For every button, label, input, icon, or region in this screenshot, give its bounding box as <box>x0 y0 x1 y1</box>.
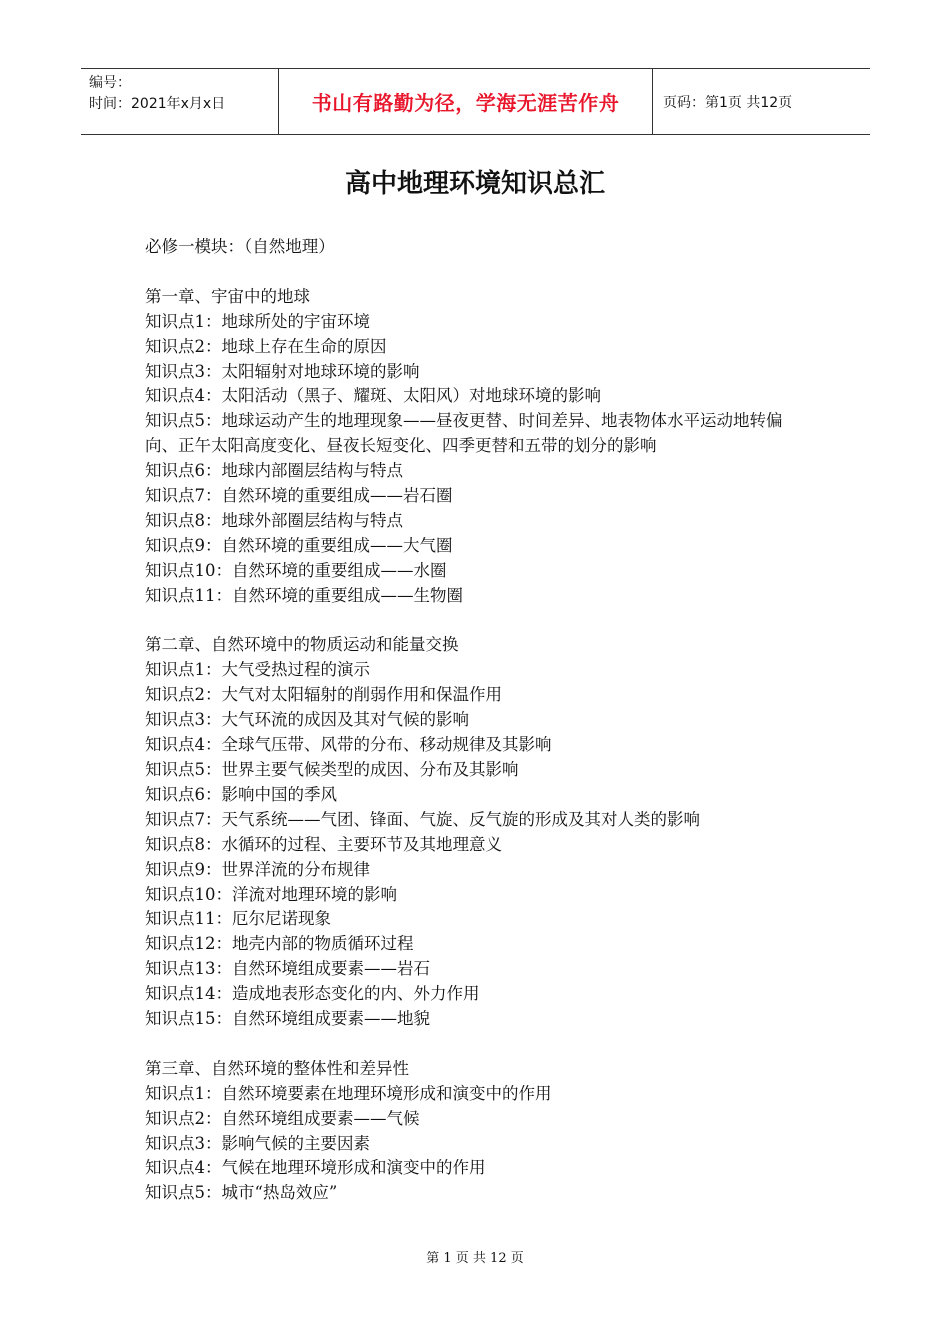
module-label: 必修一模块：（自然地理） <box>145 237 335 256</box>
knowledge-point: 知识点6：地球内部圈层结构与特点 <box>145 461 403 481</box>
knowledge-point: 知识点2：地球上存在生命的原因 <box>145 336 387 356</box>
knowledge-point: 知识点12：地壳内部的物质循环过程 <box>145 934 414 954</box>
page-footer: 第 1 页 共 12 页 <box>426 1251 524 1266</box>
knowledge-point: 知识点8：地球外部圈层结构与特点 <box>145 510 403 530</box>
knowledge-point: 知识点3：影响气候的主要因素 <box>145 1133 370 1153</box>
header-left-cell <box>81 69 278 134</box>
knowledge-point: 知识点1：地球所处的宇宙环境 <box>145 311 370 331</box>
knowledge-point: 知识点1：自然环境要素在地理环境形成和演变中的作用 <box>145 1083 552 1103</box>
spacer <box>145 1032 815 1057</box>
knowledge-point: 知识点5：城市“热岛效应” <box>145 1183 338 1203</box>
number-label: 编号： <box>89 75 131 91</box>
knowledge-point: 知识点5：地球运动产生的地理现象——昼夜更替、时间差异、地表物体水平运动地转偏向、正午太阳高度变化、昼夜长短变化、四季更替和五带的划分的影响 <box>145 411 783 456</box>
motto-text: 书山有路勤为径，学海无涯苦作舟 <box>311 91 620 115</box>
chapter-heading: 第一章、宇宙中的地球 <box>145 286 310 306</box>
knowledge-point: 知识点15：自然环境组成要素——地貌 <box>145 1009 430 1029</box>
header-table <box>81 68 870 135</box>
knowledge-point: 知识点11：厄尔尼诺现象 <box>145 909 331 929</box>
knowledge-point: 知识点10：洋流对地理环境的影响 <box>145 884 397 904</box>
knowledge-point: 知识点1：大气受热过程的演示 <box>145 660 370 680</box>
document-title: 高中地理环境知识总汇 <box>344 169 605 199</box>
knowledge-point: 知识点3：太阳辐射对地球环境的影响 <box>145 361 420 381</box>
chapter-3 <box>145 1057 815 1206</box>
knowledge-point: 知识点4：太阳活动（黑子、耀斑、太阳风）对地球环境的影响 <box>145 386 601 406</box>
knowledge-point: 知识点2：自然环境组成要素——气候 <box>145 1108 420 1128</box>
header-page-cell <box>653 69 870 134</box>
chapter-1 <box>145 285 815 609</box>
knowledge-point: 知识点9：自然环境的重要组成——大气圈 <box>145 535 453 555</box>
knowledge-point: 知识点4：气候在地理环境形成和演变中的作用 <box>145 1158 486 1178</box>
knowledge-point: 知识点4：全球气压带、风带的分布、移动规律及其影响 <box>145 735 552 755</box>
spacer <box>145 609 815 634</box>
knowledge-point: 知识点14：造成地表形态变化的内、外力作用 <box>145 984 480 1004</box>
page-label: 页码：第1页 共12页 <box>663 94 793 111</box>
spacer <box>145 260 815 285</box>
knowledge-point: 知识点11：自然环境的重要组成——生物圈 <box>145 585 463 605</box>
chapter-2 <box>145 633 815 1032</box>
header-motto-cell <box>278 69 653 134</box>
document-body <box>145 235 815 1206</box>
knowledge-point: 知识点10：自然环境的重要组成——水圈 <box>145 560 447 580</box>
knowledge-point: 知识点5：世界主要气候类型的成因、分布及其影响 <box>145 760 519 779</box>
chapter-heading: 第二章、自然环境中的物质运动和能量交换 <box>145 635 459 655</box>
knowledge-point: 知识点7：天气系统——气团、锋面、气旋、反气旋的形成及其对人类的影响 <box>145 809 700 829</box>
knowledge-point: 知识点2：大气对太阳辐射的削弱作用和保温作用 <box>145 685 502 705</box>
knowledge-point: 知识点13：自然环境组成要素——岩石 <box>145 959 430 979</box>
knowledge-point: 知识点7：自然环境的重要组成——岩石圈 <box>145 486 453 506</box>
knowledge-point: 知识点6：影响中国的季风 <box>145 784 337 804</box>
knowledge-point: 知识点3：大气环流的成因及其对气候的影响 <box>145 710 469 730</box>
date-label: 时间：2021年x月x日 <box>89 96 226 112</box>
chapter-heading: 第三章、自然环境的整体性和差异性 <box>145 1058 409 1078</box>
knowledge-point: 知识点8：水循环的过程、主要环节及其地理意义 <box>145 834 502 854</box>
knowledge-point: 知识点9：世界洋流的分布规律 <box>145 859 370 879</box>
